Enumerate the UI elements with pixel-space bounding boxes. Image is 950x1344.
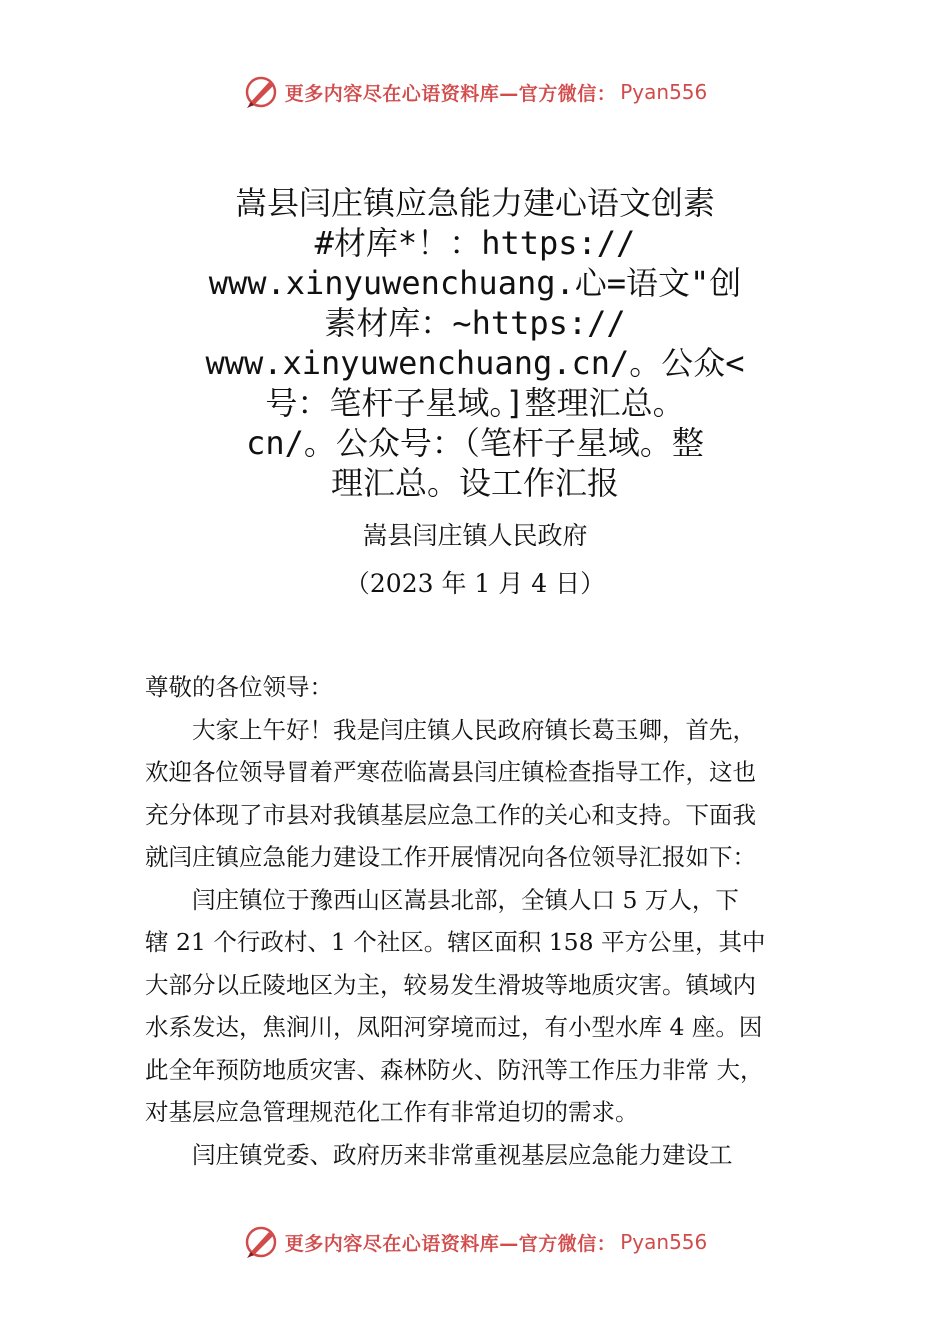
title-line: 号：笔杆子星域。]整理汇总。 bbox=[265, 384, 685, 422]
body-text-line: 尊敬的各位领导： bbox=[145, 673, 333, 701]
banner-text: 更多内容尽在心语资料库—官方微信： bbox=[284, 82, 617, 105]
body-text-line: 水系发达，焦涧川，凤阳河穿境而过，有小型水库 4 座。因 bbox=[145, 1013, 763, 1041]
document-body bbox=[145, 666, 835, 1176]
body-text-line: 闫庄镇位于豫西山区嵩县北部，全镇人口 5 万人，下 bbox=[192, 885, 739, 914]
pen-brand-logo-icon bbox=[243, 1224, 279, 1260]
body-text-line: 辖 21 个行政村、1 个社区。辖区面积 158 平方公里，其中 bbox=[145, 928, 766, 956]
pen-brand-logo-icon bbox=[243, 74, 279, 110]
body-text-line: 大部分以丘陵地区为主，较易发生滑坡等地质灾害。镇域内 bbox=[145, 970, 756, 999]
banner-wechat-id: Pyan556 bbox=[620, 1230, 708, 1254]
title-line: #材库*！：https:// bbox=[314, 224, 636, 262]
title-line: www.xinyuwenchuang.心=语文"创 bbox=[208, 264, 742, 302]
body-text-line: 就闫庄镇应急能力建设工作开展情况向各位领导汇报如下： bbox=[145, 843, 756, 871]
title-line: 嵩县闫庄镇应急能力建心语文创素 bbox=[234, 184, 715, 222]
body-text-line: 欢迎各位领导冒着严寒莅临嵩县闫庄镇检查指导工作，这也 bbox=[145, 758, 756, 786]
banner-text: 更多内容尽在心语资料库—官方微信： bbox=[284, 1232, 617, 1255]
document-title bbox=[195, 183, 755, 503]
report-date: （2023 年 1 月 4 日） bbox=[344, 569, 606, 598]
body-text-line: 对基层应急管理规范化工作有非常迫切的需求。 bbox=[145, 1098, 639, 1126]
banner-wechat-id: Pyan556 bbox=[620, 80, 708, 104]
title-line: cn/。公众号：（笔杆子星域。整 bbox=[246, 424, 704, 462]
title-line: 素材库：~https:// bbox=[324, 304, 626, 342]
footer-banner bbox=[0, 1220, 950, 1264]
body-text-line: 充分体现了市县对我镇基层应急工作的关心和支持。下面我 bbox=[145, 800, 756, 829]
header-banner bbox=[0, 70, 950, 114]
organization-name: 嵩县闫庄镇人民政府 bbox=[362, 521, 588, 550]
title-line: www.xinyuwenchuang.cn/。公众< bbox=[205, 344, 745, 382]
body-text-line: 大家上午好！我是闫庄镇人民政府镇长葛玉卿，首先， bbox=[192, 715, 756, 744]
body-text-line: 此全年预防地质灾害、森林防火、防汛等工作压力非常 大， bbox=[145, 1055, 764, 1084]
body-text-line: 闫庄镇党委、政府历来非常重视基层应急能力建设工 bbox=[192, 1140, 733, 1169]
title-line: 理汇总。设工作汇报 bbox=[330, 464, 619, 502]
